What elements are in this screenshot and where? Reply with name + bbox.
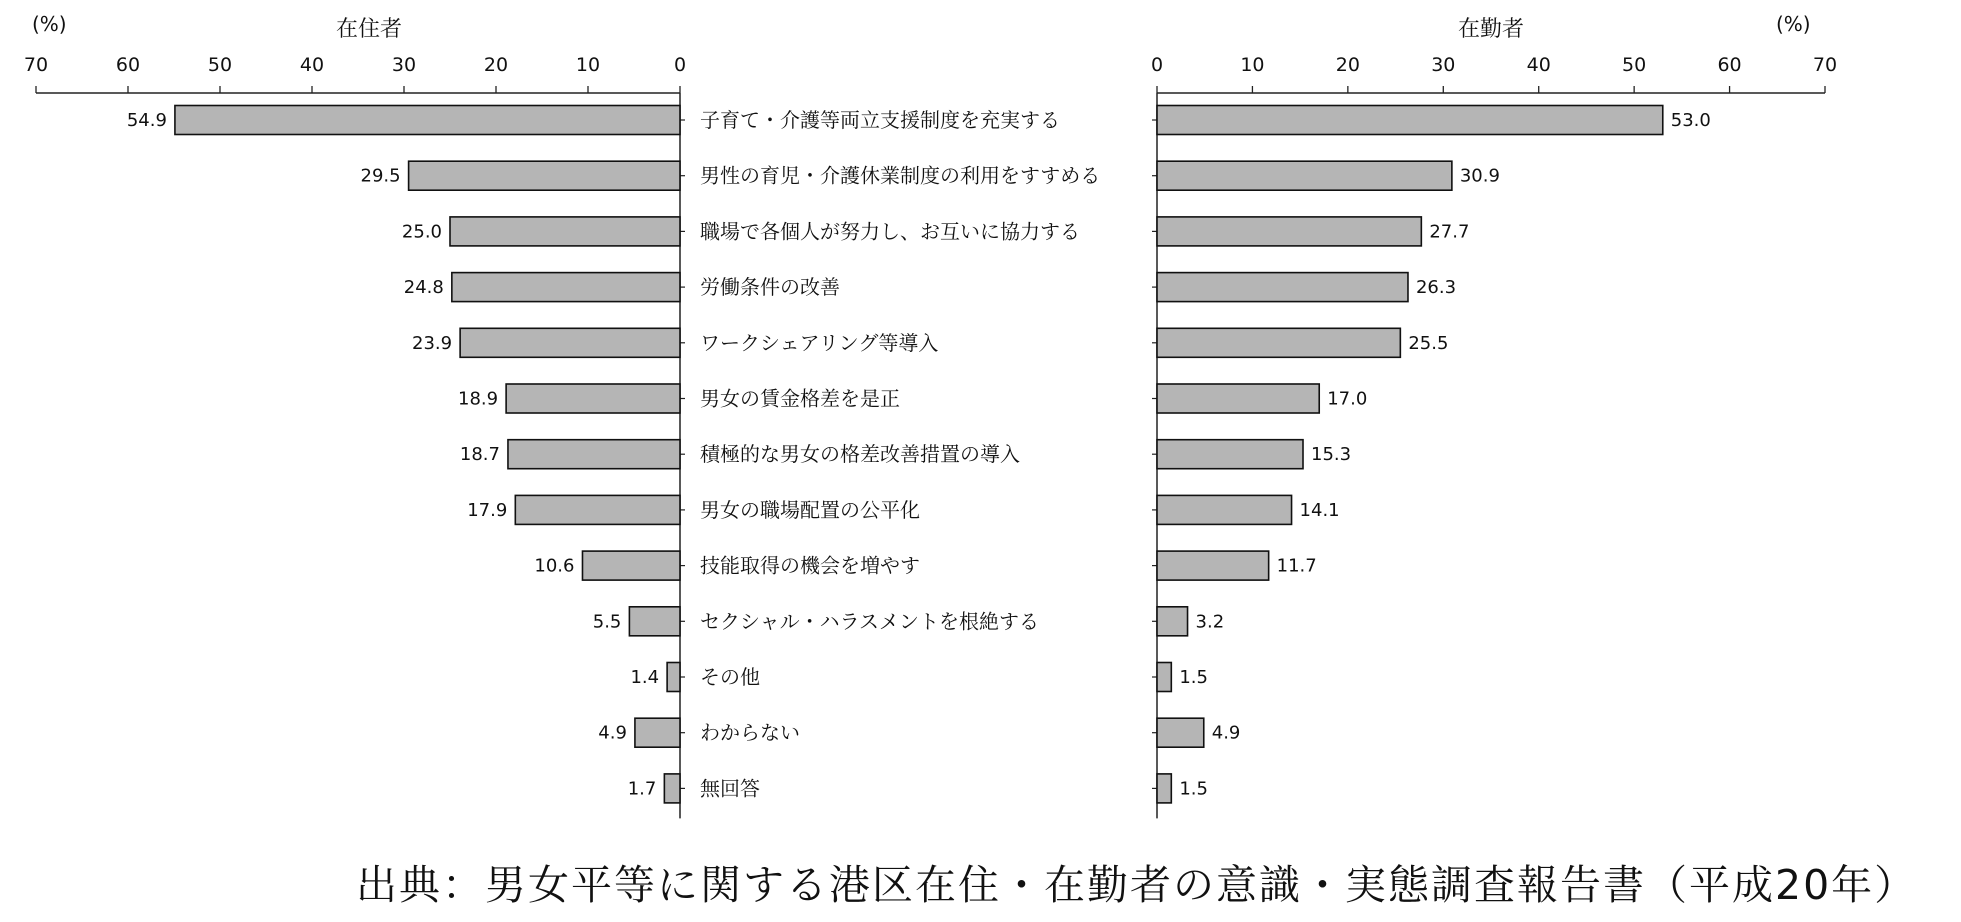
right-bar [1157, 273, 1408, 302]
left-unit-label: (%) [32, 12, 67, 36]
left-tick-label: 70 [23, 54, 49, 76]
left-bar [508, 440, 680, 469]
right-bar [1157, 161, 1452, 190]
right-bar-value: 4.9 [1211, 722, 1241, 744]
left-bar-value: 4.9 [598, 722, 627, 744]
left-bar [506, 384, 680, 413]
category-label: 職場で各個人が努力し、お互いに協力する [700, 219, 1080, 244]
right-tick-label: 60 [1717, 54, 1742, 76]
left-panel-title: 在住者 [336, 17, 403, 42]
category-label: 男女の賃金格差を是正 [700, 386, 900, 411]
right-bar [1157, 607, 1188, 636]
right-tick-label: 70 [1812, 54, 1838, 76]
right-unit-label: (%) [1776, 12, 1811, 36]
category-label: 男女の職場配置の公平化 [700, 497, 920, 522]
right-bar [1157, 774, 1171, 803]
category-label: 技能取得の機会を増やす [700, 553, 920, 578]
right-tick-label: 50 [1622, 54, 1647, 76]
category-label: 男性の育児・介護休業制度の利用をすすめる [700, 163, 1101, 188]
left-bar-value: 54.9 [126, 110, 167, 131]
left-bar-value: 24.8 [403, 277, 444, 299]
right-bar [1157, 384, 1319, 413]
category-label: 積極的な男女の格差改善措置の導入 [700, 442, 1020, 467]
right-bar [1157, 328, 1400, 357]
right-bar-value: 26.3 [1415, 277, 1457, 299]
category-label: セクシャル・ハラスメントを根絶する [700, 609, 1039, 634]
left-bar-value: 1.4 [630, 667, 660, 688]
left-bar-value: 17.9 [467, 499, 508, 521]
left-bar-value: 1.7 [627, 778, 657, 800]
left-tick-label: 30 [391, 54, 417, 76]
right-panel-title: 在勤者 [1458, 17, 1525, 42]
left-bar [667, 663, 680, 692]
left-bar-value: 5.5 [592, 611, 622, 633]
right-bar-value: 25.5 [1408, 332, 1449, 354]
right-bar [1157, 551, 1269, 580]
right-bar [1157, 106, 1663, 135]
category-label: ワークシェアリング等導入 [700, 330, 939, 355]
left-tick-label: 20 [483, 54, 509, 76]
category-label: わからない [700, 720, 800, 745]
right-tick-label: 40 [1526, 54, 1551, 76]
right-bar [1157, 663, 1171, 692]
left-bar [515, 495, 680, 524]
left-bar [409, 161, 680, 190]
left-bar-value: 29.5 [360, 165, 401, 187]
left-bar [175, 106, 680, 135]
source-citation: 出典：男女平等に関する港区在住・在勤者の意識・実態調査報告書（平成20年） [356, 861, 1918, 909]
left-tick-label: 60 [115, 54, 141, 76]
left-bar [452, 273, 680, 302]
left-tick-label: 40 [299, 54, 325, 76]
left-bar-value: 18.9 [458, 388, 499, 410]
right-bar-value: 15.3 [1311, 444, 1352, 466]
left-tick-label: 50 [207, 54, 233, 76]
left-bar [664, 774, 680, 803]
right-bar-value: 1.5 [1179, 778, 1208, 800]
right-bar [1157, 718, 1204, 747]
right-bar [1157, 440, 1303, 469]
right-bar-value: 53.0 [1670, 110, 1711, 131]
right-bar [1157, 495, 1292, 524]
right-bar-value: 1.5 [1179, 667, 1208, 688]
right-bar-value: 30.9 [1459, 165, 1500, 187]
right-tick-label: 30 [1431, 54, 1456, 76]
right-bar-value: 27.7 [1429, 221, 1470, 243]
right-tick-label: 20 [1335, 54, 1360, 76]
category-label: 無回答 [700, 776, 760, 801]
left-bar-value: 23.9 [412, 332, 453, 354]
category-label: 子育て・介護等両立支援制度を充実する [700, 108, 1060, 132]
right-bar-value: 14.1 [1299, 499, 1340, 521]
right-bar [1157, 217, 1421, 246]
right-bar-value: 11.7 [1276, 555, 1317, 577]
left-bar [635, 718, 680, 747]
left-bar-value: 10.6 [534, 555, 575, 577]
right-bar-value: 17.0 [1327, 388, 1368, 410]
category-label: その他 [700, 665, 760, 689]
left-tick-label: 0 [673, 54, 687, 76]
left-bar [629, 607, 680, 636]
left-bar [460, 328, 680, 357]
right-bar-value: 3.2 [1195, 611, 1225, 633]
left-bar-value: 25.0 [401, 221, 442, 243]
left-bar [582, 551, 680, 580]
left-bar-value: 18.7 [459, 444, 500, 466]
category-label: 労働条件の改善 [700, 275, 840, 300]
left-tick-label: 10 [575, 54, 601, 76]
left-bar [450, 217, 680, 246]
right-tick-label: 0 [1150, 54, 1164, 76]
right-tick-label: 10 [1240, 54, 1265, 76]
